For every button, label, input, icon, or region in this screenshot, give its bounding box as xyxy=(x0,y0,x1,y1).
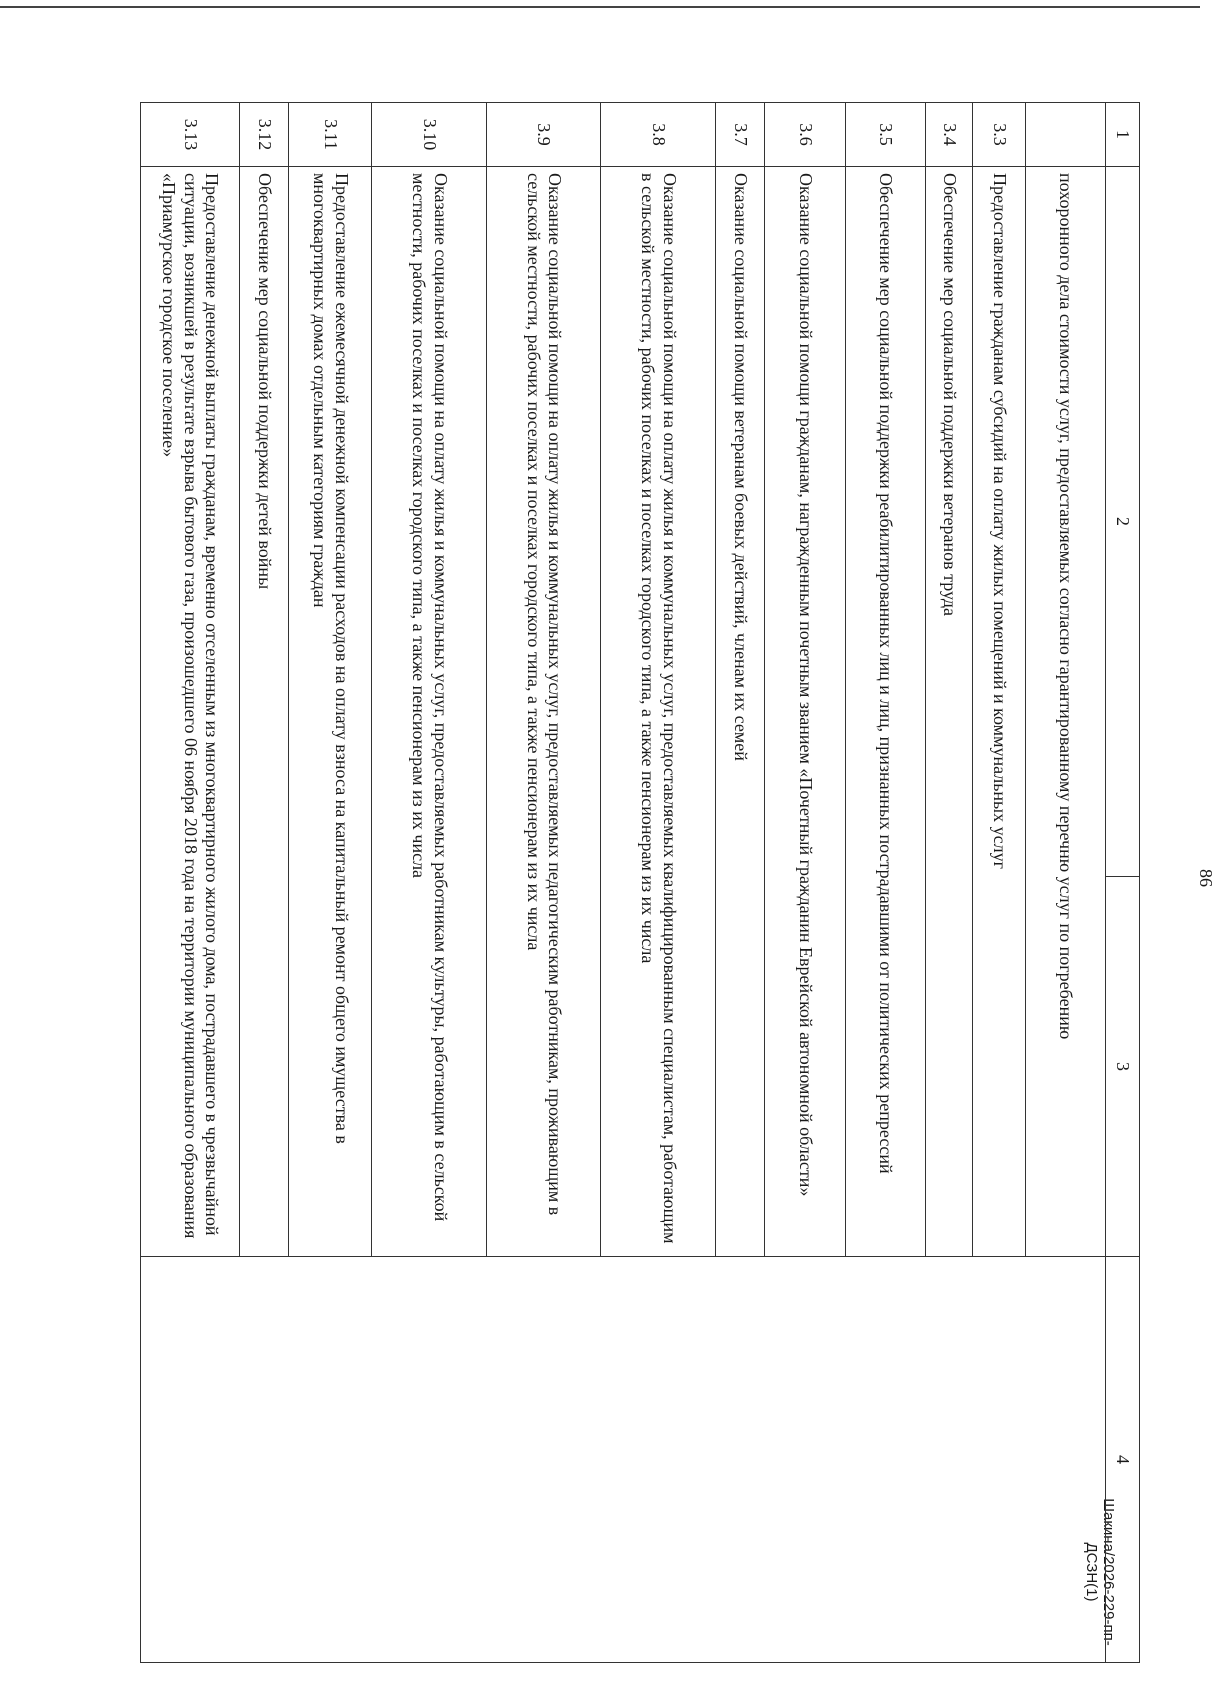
scan-top-edge xyxy=(0,6,1200,8)
page-number: 86 xyxy=(1196,869,1216,887)
row-number: 3.12 xyxy=(240,103,288,167)
row-number: 3.7 xyxy=(715,103,765,167)
column-4-cell xyxy=(141,1257,1106,1663)
row-text: Оказание социальной помощи на оплату жилья и коммунальных услуг, предоставляемых педагогическим работникам, проживающим в сельской местности, рабочих поселках и поселках городского типа, а также пенсионерам из их числа xyxy=(486,167,600,1257)
row-number: 3.4 xyxy=(925,103,972,167)
table-row xyxy=(1026,103,1106,1663)
header-col-2: 2 xyxy=(1106,167,1140,877)
row-number: 3.8 xyxy=(601,103,715,167)
row-number xyxy=(1026,103,1106,167)
row-text: Обеспечение мер социальной поддержки детей войны xyxy=(240,167,288,1257)
row-text: Оказание социальной помощи гражданам, награжденным почетным званием «Почетный гражданин Еврейской автономной области» xyxy=(765,167,845,1257)
header-col-1: 1 xyxy=(1106,103,1140,167)
document-code: Шакина/2026-229-пп-ДСЗН(1) xyxy=(1083,1498,1117,1646)
row-text: Предоставление денежной выплаты гражданам, временно отселенным из многоквартирного жилого дома, пострадавшего в чрезвычайной ситуации, возникшей в результате взрыва бытового газа, произошедшего 06 ноября 2018 года на территории муниципального образования «Приамурское городское поселение» xyxy=(141,167,240,1257)
program-table xyxy=(140,102,1140,1663)
row-number: 3.5 xyxy=(845,103,925,167)
row-text: Оказание социальной помощи на оплату жилья и коммунальных услуг, предоставляемых работникам культуры, работающим в сельской местности, рабочих поселках и поселках городского типа, а также пенсионерам из их числа xyxy=(372,167,486,1257)
table-header-row xyxy=(1106,103,1140,1663)
row-number: 3.10 xyxy=(372,103,486,167)
row-text: Обеспечение мер социальной поддержки ветеранов труда xyxy=(925,167,972,1257)
row-text: Предоставление гражданам субсидий на оплату жилых помещений и коммунальных услуг xyxy=(972,167,1025,1257)
row-number: 3.6 xyxy=(765,103,845,167)
row-text: Оказание социальной помощи на оплату жилья и коммунальных услуг, предоставляемых квалифицированным специалистам, работающим в сельской местности, рабочих поселках и поселках городского типа, а также пенсионерам из их числа xyxy=(601,167,715,1257)
row-text: Обеспечение мер социальной поддержки реабилитированных лиц и лиц, признанных пострадавшими от политических репрессий xyxy=(845,167,925,1257)
row-number: 3.11 xyxy=(288,103,372,167)
row-text: похоронного дела стоимости услуг, предоставляемых согласно гарантированному перечню услуг по погребению xyxy=(1026,167,1106,1257)
row-number: 3.3 xyxy=(972,103,1025,167)
header-col-4: 4 xyxy=(1106,1257,1140,1663)
header-col-3: 3 xyxy=(1106,877,1140,1257)
row-number: 3.13 xyxy=(141,103,240,167)
row-text: Предоставление ежемесячной денежной компенсации расходов на оплату взноса на капитальный ремонт общего имущества в многоквартирных домах отдельным категориям граждан xyxy=(288,167,372,1257)
row-text: Оказание социальной помощи ветеранам боевых действий, членам их семей xyxy=(715,167,765,1257)
rotated-page xyxy=(140,102,1216,1662)
row-number: 3.9 xyxy=(486,103,600,167)
